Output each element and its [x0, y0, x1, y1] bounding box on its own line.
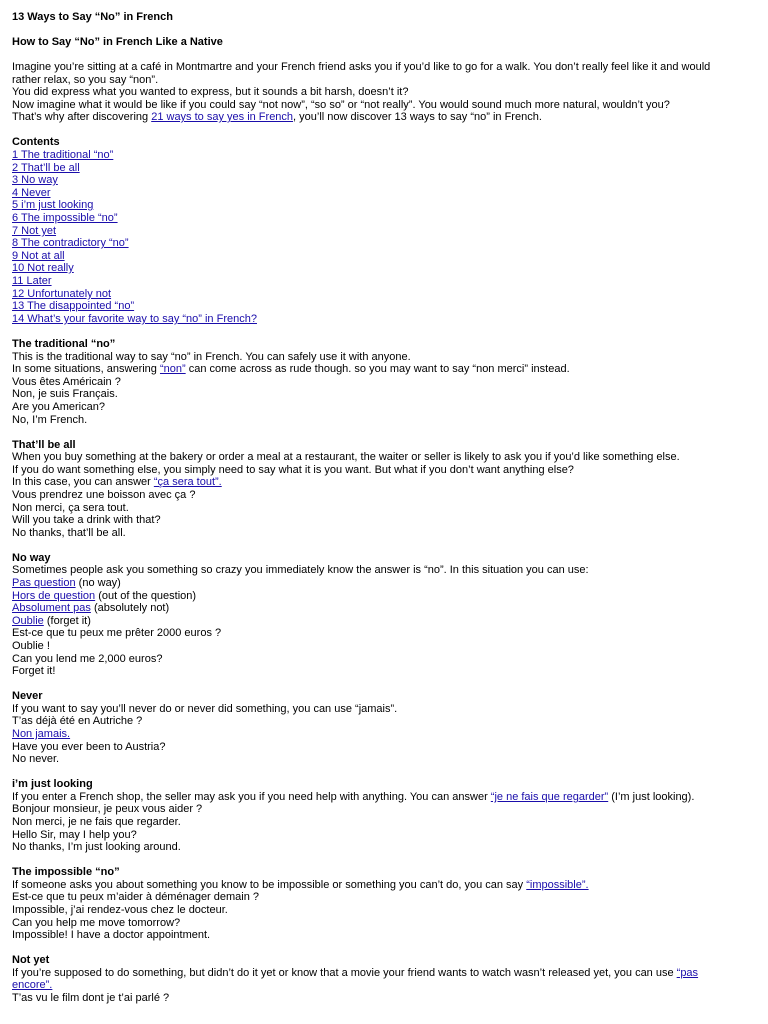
example-line: Will you take a drink with that? [12, 514, 161, 526]
link-non-jamais[interactable]: Non jamais. [12, 728, 71, 740]
phrase-line: Oublie (forget it) [12, 615, 91, 627]
example-line: Oublie ! [12, 640, 50, 652]
example-line: No thanks, I’m just looking around. [12, 841, 181, 853]
section-text: In this case, you can answer “ça sera tout”. [12, 476, 222, 488]
example-line: Can you help me move tomorrow? [12, 917, 181, 929]
example-line: Forget it! [12, 665, 56, 677]
intro-paragraph-line: You did express what you wanted to express, but it sounds a bit harsh, doesn’t it? [12, 86, 409, 98]
section-text: If you enter a French shop, the seller may ask you if you need help with anything. You can answer “je ne fais que regarder” (I’m just looking). [12, 791, 695, 803]
intro-paragraph-line: Now imagine what it would be like if you could say “not now”, “so so” or “not really”. You would sound much more natural, wouldn’t you? [12, 99, 670, 111]
toc-link[interactable]: 10 Not really [12, 262, 74, 274]
section-heading: That’ll be all [12, 439, 76, 451]
example-line: T’as déjà été en Autriche ? [12, 715, 143, 727]
example-line: Hello Sir, may I help you? [12, 829, 137, 841]
example-line: Non, je suis Français. [12, 388, 118, 400]
link-oublie[interactable]: Oublie [12, 615, 44, 627]
link-pas-encore[interactable]: “pas [676, 967, 699, 979]
example-line: Vous êtes Américain ? [12, 376, 121, 388]
example-line: No thanks, that’ll be all. [12, 527, 126, 539]
intro-paragraph-line: That’s why after discovering 21 ways to say yes in French, you’ll now discover 13 ways to say “no” in French. [12, 111, 542, 123]
phrase-line: Hors de question (out of the question) [12, 590, 197, 602]
toc-link[interactable]: 14 What’s your favorite way to say “no” in French? [12, 313, 257, 325]
section-text: In some situations, answering “non” can come across as rude though. so you may want to say “non merci” instead. [12, 363, 570, 375]
toc-link[interactable]: 9 Not at all [12, 250, 65, 262]
phrase-line: Pas question (no way) [12, 577, 121, 589]
toc-link[interactable]: 6 The impossible “no” [12, 212, 118, 224]
intro-paragraph-line: Imagine you’re sitting at a café in Montmartre and your French friend asks you if you’d like to go for a walk. You don’t really feel like it and would [12, 61, 711, 73]
section-text: This is the traditional way to say “no” in French. You can safely use it with anyone. [12, 351, 411, 363]
section-heading: Not yet [12, 954, 50, 966]
section-heading: i’m just looking [12, 778, 93, 790]
section-text: If you want to say you’ll never do or never did something, you can use “jamais”. [12, 703, 398, 715]
link-non[interactable]: “non” [159, 363, 186, 375]
example-line: Can you lend me 2,000 euros? [12, 653, 163, 665]
example-line: Bonjour monsieur, je peux vous aider ? [12, 803, 203, 815]
section-heading: Never [12, 690, 43, 702]
toc-link[interactable]: 12 Unfortunately not [12, 288, 112, 300]
toc-link[interactable]: 3 No way [12, 174, 58, 186]
link-impossible[interactable]: “impossible”. [526, 879, 589, 891]
example-line: Have you ever been to Austria? [12, 741, 166, 753]
contents-heading: Contents [12, 136, 60, 148]
example-line: No never. [12, 753, 60, 765]
link-je-ne-fais-que-regarder[interactable]: “je ne fais que regarder” [490, 791, 609, 803]
section-text: If you’re supposed to do something, but didn’t do it yet or know that a movie your friend wants to watch wasn’t released yet, you can use “pas [12, 967, 699, 979]
section-heading: The impossible “no” [12, 866, 120, 878]
example-line: Est-ce que tu peux me prêter 2000 euros ? [12, 627, 222, 639]
link-ca-sera-tout[interactable]: “ça sera tout”. [153, 476, 222, 488]
toc-link[interactable]: 5 i’m just looking [12, 199, 94, 211]
toc-link[interactable]: 2 That’ll be all [12, 162, 80, 174]
example-line: Vous prendrez une boisson avec ça ? [12, 489, 196, 501]
toc-link[interactable]: 11 Later [12, 275, 52, 287]
example-line: Est-ce que tu peux m’aider à déménager demain ? [12, 891, 260, 903]
section-text: If someone asks you about something you know to be impossible or something you can’t do, you can say “impossible”. [12, 879, 589, 891]
link-pas-encore-continued[interactable]: encore”. [12, 979, 53, 991]
section-text: When you buy something at the bakery or order a meal at a restaurant, the waiter or seller is likely to ask you if you’d like something else. [12, 451, 680, 463]
example-line: T’as vu le film dont je t’ai parlé ? [12, 992, 170, 1004]
example-line: Are you American? [12, 401, 105, 413]
link-absolument-pas[interactable]: Absolument pas [12, 602, 91, 614]
example-line: Non merci, je ne fais que regarder. [12, 816, 181, 828]
example-line: Non merci, ça sera tout. [12, 502, 129, 514]
toc-link[interactable]: 8 The contradictory “no” [12, 237, 129, 249]
phrase-line: Absolument pas (absolutely not) [12, 602, 170, 614]
section-text: If you do want something else, you simply need to say what it is you want. But what if you don’t want anything else? [12, 464, 574, 476]
toc-link[interactable]: 1 The traditional “no” [12, 149, 114, 161]
link-pas-question[interactable]: Pas question [12, 577, 76, 589]
toc-link[interactable]: 13 The disappointed “no” [12, 300, 135, 312]
link-21-ways-yes[interactable]: 21 ways to say yes in French [151, 111, 294, 123]
document-subtitle: How to Say “No” in French Like a Native [12, 36, 223, 48]
example-line: No, I’m French. [12, 414, 88, 426]
section-heading: No way [12, 552, 51, 564]
document-title: 13 Ways to Say “No” in French [12, 11, 173, 23]
toc-link[interactable]: 7 Not yet [12, 225, 57, 237]
example-line: Impossible! I have a doctor appointment. [12, 929, 211, 941]
toc-link[interactable]: 4 Never [12, 187, 51, 199]
section-text: Sometimes people ask you something so crazy you immediately know the answer is “no”. In this situation you can use: [12, 564, 589, 576]
section-heading: The traditional “no” [12, 338, 116, 350]
intro-paragraph-line: rather relax, so you say “non”. [12, 74, 159, 86]
link-hors-de-question[interactable]: Hors de question [12, 590, 96, 602]
example-line: Impossible, j’ai rendez-vous chez le docteur. [12, 904, 228, 916]
